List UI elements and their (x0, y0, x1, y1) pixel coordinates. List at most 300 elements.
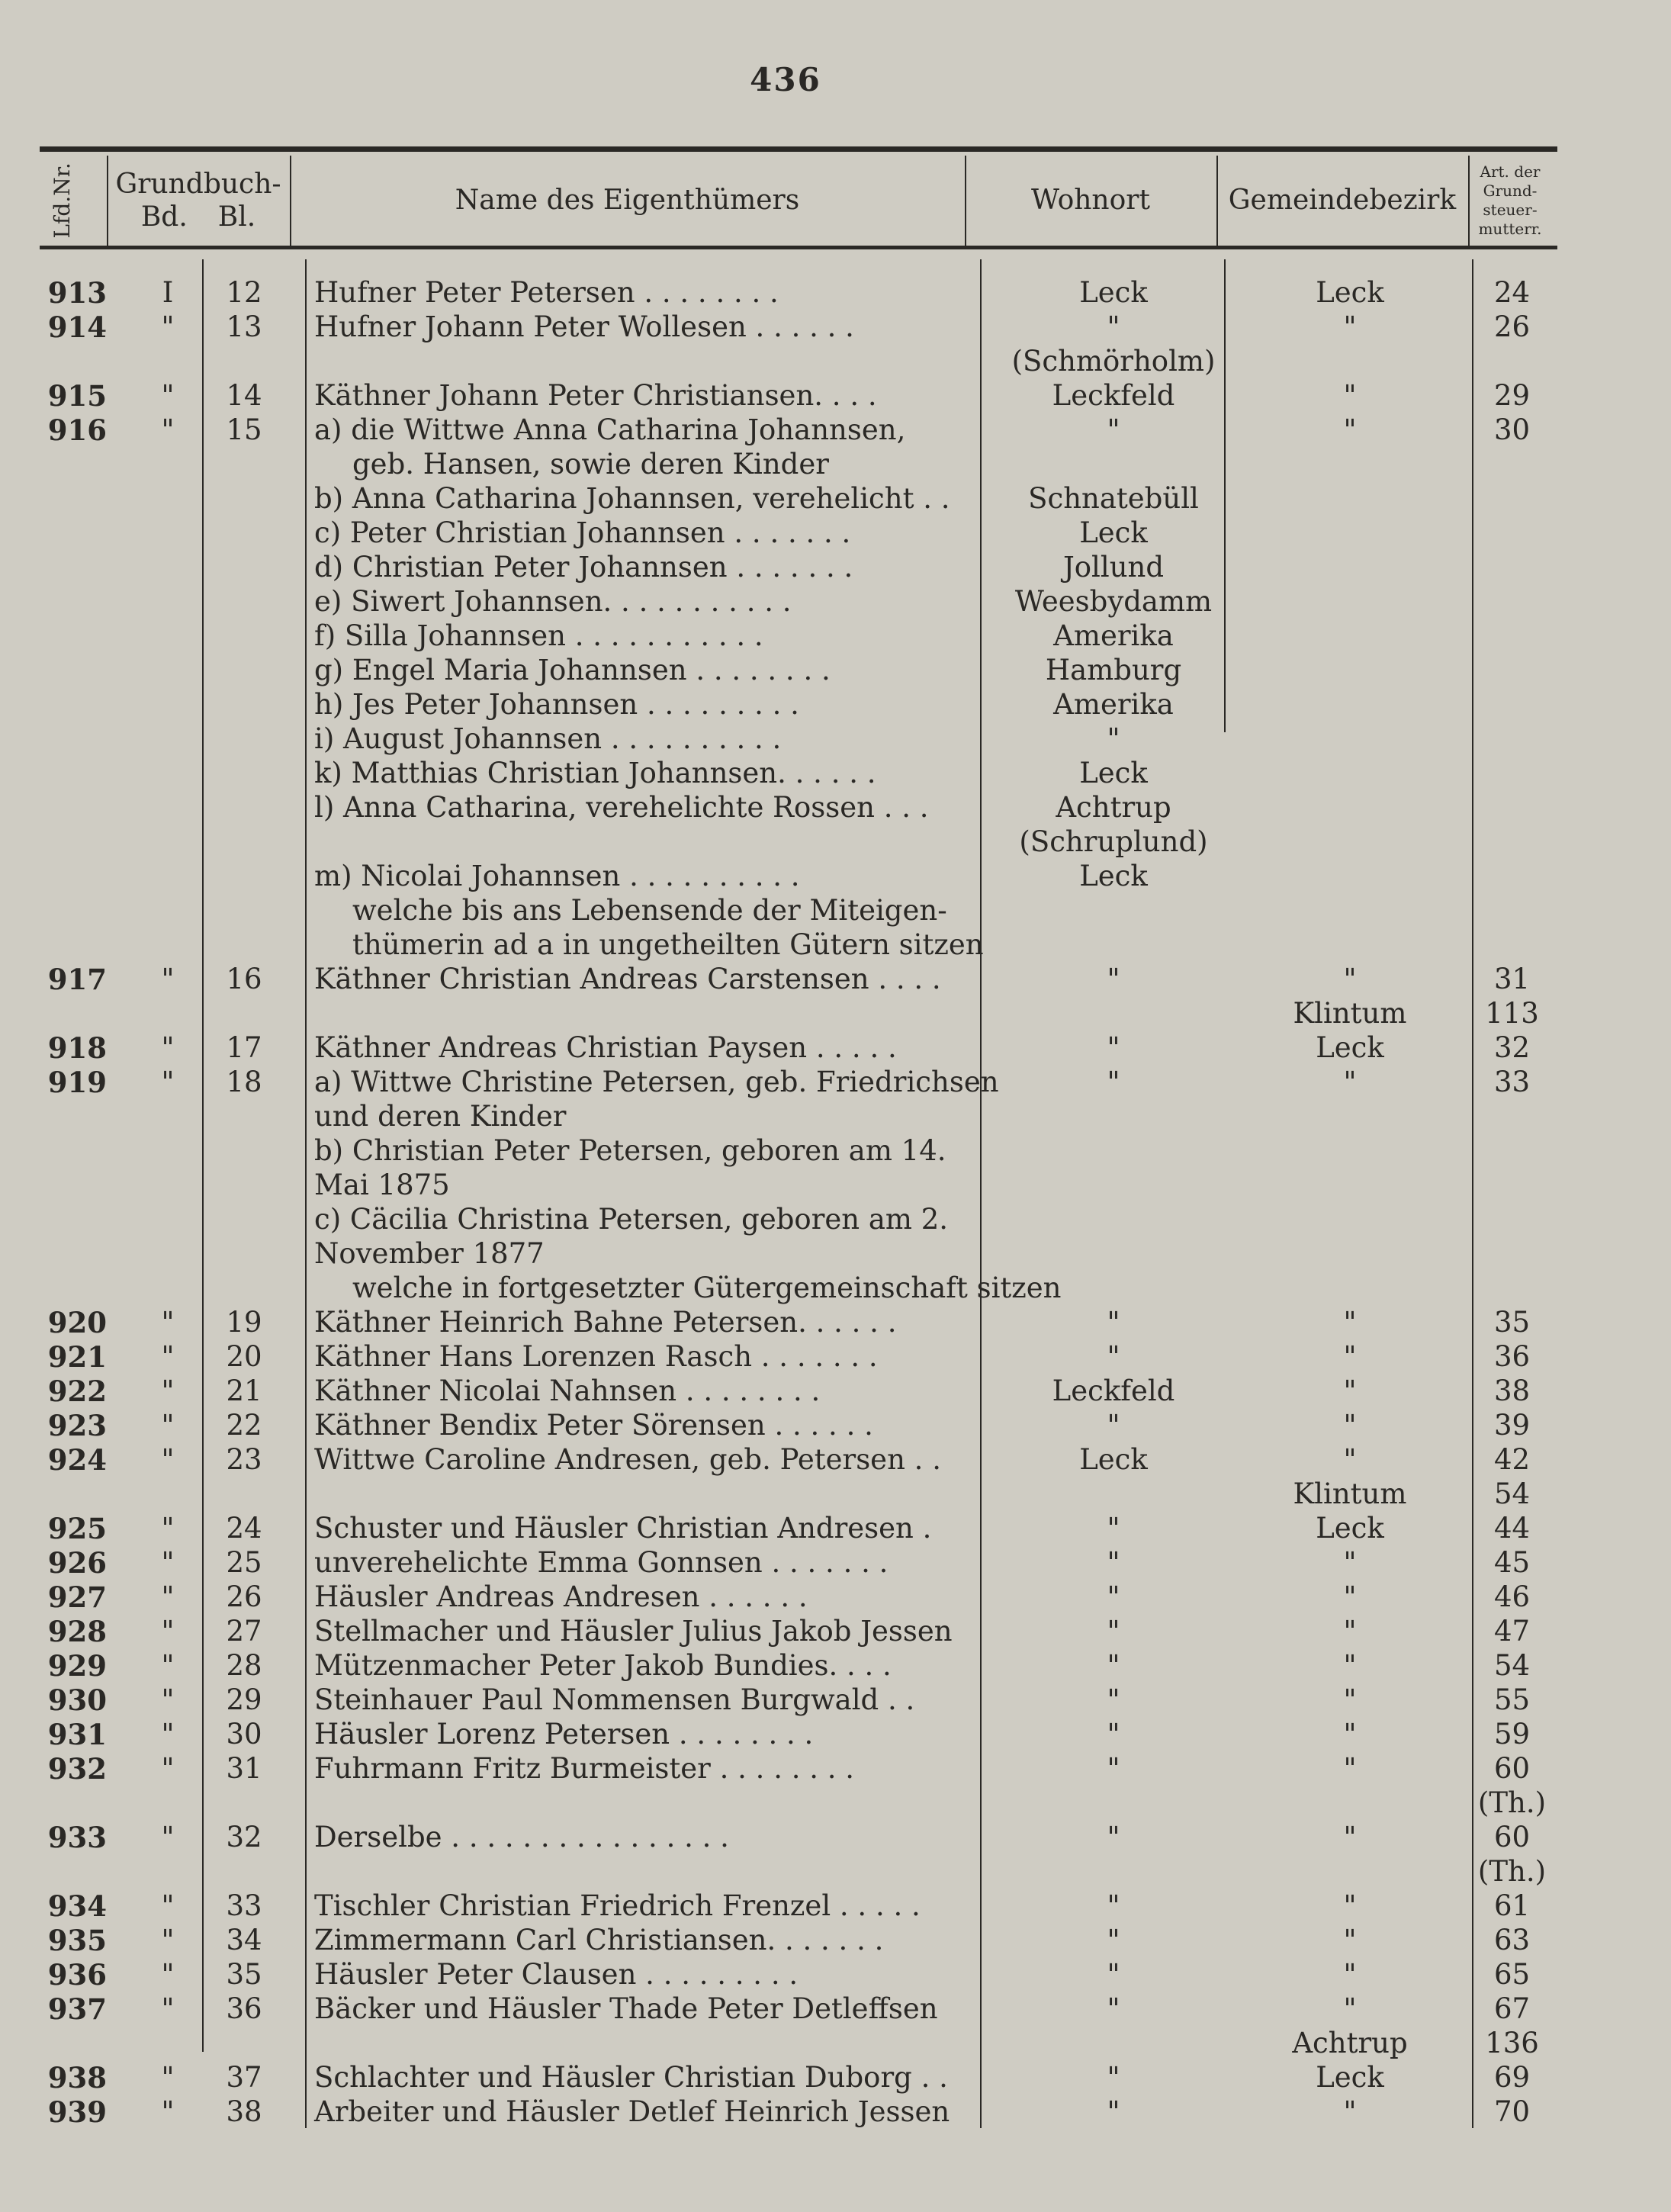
entry-number: 920 (47, 1306, 107, 1339)
band: " (161, 379, 175, 412)
table-row (0, 1340, 1671, 1374)
wohnort: " (1107, 1718, 1120, 1751)
blatt: 20 (226, 1340, 262, 1373)
band: I (162, 276, 174, 309)
gemeindebezirk: " (1343, 1889, 1357, 1922)
entry-number: 936 (47, 1958, 107, 1992)
mutterrolle-article: 70 (1493, 2095, 1531, 2128)
mutterrolle-article: 31 (1493, 963, 1531, 995)
gemeindebezirk: " (1343, 2095, 1357, 2128)
gemeindebezirk: " (1343, 1066, 1357, 1098)
table-row (0, 1066, 1671, 1099)
table-row (0, 1546, 1671, 1580)
wohnort: " (1107, 2095, 1120, 2128)
table-row (0, 963, 1671, 996)
wohnort: " (1107, 1546, 1120, 1579)
wohnort: " (1107, 1821, 1120, 1854)
owner-name: c) Peter Christian Johannsen . . . . . . . (314, 516, 851, 549)
table-row (0, 1169, 1671, 1202)
table-row (0, 757, 1671, 790)
table-row (0, 1306, 1671, 1339)
band: " (161, 413, 175, 446)
table-row (0, 654, 1671, 687)
wohnort: (Schruplund) (1019, 825, 1208, 858)
entry-number: 915 (47, 379, 107, 413)
gemeindebezirk: Leck (1316, 2061, 1384, 2094)
table-row (0, 1031, 1671, 1065)
table-row (0, 2027, 1671, 2060)
owner-name: b) Christian Peter Petersen, geboren am 14. (314, 1134, 946, 1167)
wohnort: Hamburg (1045, 654, 1182, 686)
owner-name: und deren Kinder (314, 1100, 567, 1133)
gemeindebezirk: " (1343, 1306, 1357, 1339)
table-row (0, 1100, 1671, 1133)
blatt: 30 (226, 1718, 262, 1751)
entry-number: 935 (47, 1924, 107, 1957)
gemeindebezirk: " (1343, 1546, 1357, 1579)
owner-name: Zimmermann Carl Christiansen. . . . . . . (314, 1924, 884, 1956)
entry-number: 921 (47, 1340, 107, 1374)
table-row (0, 379, 1671, 413)
mutterrolle-article: 32 (1493, 1031, 1531, 1064)
gemeindebezirk: " (1343, 310, 1357, 343)
entry-number: 931 (47, 1718, 107, 1751)
band: " (161, 1374, 175, 1407)
mutterrolle-article: 42 (1493, 1443, 1531, 1476)
entry-number: 928 (47, 1615, 107, 1648)
owner-name: Hufner Johann Peter Wollesen . . . . . . (314, 310, 854, 343)
gemeindebezirk: Leck (1316, 1512, 1384, 1545)
mutterrolle-article: 60 (1493, 1821, 1531, 1854)
band: " (161, 1752, 175, 1785)
owner-name: Fuhrmann Fritz Burmeister . . . . . . . . (314, 1752, 855, 1785)
mutterrolle-article: 47 (1493, 1615, 1531, 1648)
entry-number: 925 (47, 1512, 107, 1545)
gemeindebezirk: " (1343, 1683, 1357, 1716)
owner-name: November 1877 (314, 1237, 545, 1270)
mutterrolle-article: 29 (1493, 379, 1531, 412)
mutterrolle-article: 59 (1493, 1718, 1531, 1751)
owner-name: m) Nicolai Johannsen . . . . . . . . . . (314, 860, 800, 892)
blatt: 12 (226, 276, 262, 309)
wohnort: Schnatebüll (1028, 482, 1199, 515)
table-row (0, 722, 1671, 756)
wohnort: " (1107, 1889, 1120, 1922)
wohnort: Amerika (1053, 619, 1174, 652)
mutterrolle-article: 67 (1493, 1992, 1531, 2025)
owner-name: Steinhauer Paul Nommensen Burgwald . . (314, 1683, 915, 1716)
band: " (161, 963, 175, 995)
gemeindebezirk: " (1343, 1752, 1357, 1785)
wohnort: Leckfeld (1052, 1374, 1175, 1407)
wohnort: " (1107, 963, 1120, 995)
band: " (161, 1546, 175, 1579)
header-bd: Bd. (140, 201, 188, 233)
blatt: 25 (226, 1546, 262, 1579)
band: " (161, 1306, 175, 1339)
header-mutterrolle: Art. der Grund-steuer-mutterr. (1478, 162, 1542, 238)
table-row (0, 1615, 1671, 1648)
band: " (161, 1443, 175, 1476)
mutterrolle-article: 69 (1493, 2061, 1531, 2094)
mutterrolle-article: 35 (1493, 1306, 1531, 1339)
mutterrolle-article: 136 (1485, 2027, 1539, 2059)
table-row (0, 1272, 1671, 1305)
band: " (161, 1340, 175, 1373)
band: " (161, 1580, 175, 1613)
gemeindebezirk: " (1343, 1443, 1357, 1476)
mutterrolle-article: 45 (1493, 1546, 1531, 1579)
table-row (0, 688, 1671, 722)
gemeindebezirk: Leck (1316, 1031, 1384, 1064)
mutterrolle-article: 63 (1493, 1924, 1531, 1956)
mutterrolle-article: 65 (1493, 1958, 1531, 1991)
owner-name: l) Anna Catharina, verehelichte Rossen . . . (314, 791, 929, 824)
entry-number: 919 (47, 1066, 107, 1099)
blatt: 37 (226, 2061, 262, 2094)
wohnort: " (1107, 1031, 1120, 1064)
gemeindebezirk: " (1343, 1615, 1357, 1648)
table-row (0, 1374, 1671, 1408)
table-row (0, 894, 1671, 928)
wohnort: " (1107, 722, 1120, 755)
band: " (161, 1889, 175, 1922)
table-row (0, 825, 1671, 859)
mutterrolle-article: (Th.) (1477, 1855, 1547, 1888)
table-row (0, 585, 1671, 619)
owner-name: unverehelichte Emma Gonnsen . . . . . . . (314, 1546, 889, 1579)
wohnort: Leck (1079, 757, 1148, 789)
band: " (161, 1615, 175, 1648)
table-row (0, 1752, 1671, 1786)
wohnort: Leck (1079, 860, 1148, 892)
owner-name: Käthner Hans Lorenzen Rasch . . . . . . . (314, 1340, 878, 1373)
owner-name: Stellmacher und Häusler Julius Jakob Jessen (314, 1615, 953, 1648)
wohnort: Amerika (1053, 688, 1174, 721)
header-top-rule (40, 146, 1557, 152)
wohnort: " (1107, 413, 1120, 446)
wohnort: " (1107, 2061, 1120, 2094)
mutterrolle-article: 113 (1485, 997, 1539, 1030)
owner-name: c) Cäcilia Christina Petersen, geboren am 2. (314, 1203, 949, 1236)
page-number: 436 (750, 61, 821, 98)
band: " (161, 310, 175, 343)
table-row (0, 310, 1671, 344)
owner-name: b) Anna Catharina Johannsen, verehelicht . . (314, 482, 950, 515)
wohnort: " (1107, 1340, 1120, 1373)
wohnort: (Schmörholm) (1011, 345, 1216, 378)
owner-name: Häusler Lorenz Petersen . . . . . . . . (314, 1718, 814, 1751)
table-row (0, 448, 1671, 481)
table-row (0, 551, 1671, 584)
band: " (161, 1683, 175, 1716)
blatt: 33 (226, 1889, 262, 1922)
band: " (161, 1958, 175, 1991)
wohnort: " (1107, 1958, 1120, 1991)
table-row (0, 1821, 1671, 1854)
mutterrolle-article: 38 (1493, 1374, 1531, 1407)
owner-name: Käthner Nicolai Nahnsen . . . . . . . . (314, 1374, 821, 1407)
table-row (0, 928, 1671, 962)
band: " (161, 1512, 175, 1545)
table-row (0, 1924, 1671, 1957)
band: " (161, 1066, 175, 1098)
band: " (161, 1031, 175, 1064)
owner-name: geb. Hansen, sowie deren Kinder (352, 448, 829, 481)
wohnort: Leck (1079, 1443, 1148, 1476)
entry-number: 913 (47, 276, 107, 310)
band: " (161, 1821, 175, 1854)
mutterrolle-article: 55 (1493, 1683, 1531, 1716)
mutterrolle-article: 61 (1493, 1889, 1531, 1922)
table-row (0, 1889, 1671, 1923)
table-row (0, 791, 1671, 825)
gemeindebezirk: Leck (1316, 276, 1384, 309)
band: " (161, 2095, 175, 2128)
blatt: 18 (226, 1066, 262, 1098)
header-divider (107, 156, 108, 246)
table-row (0, 482, 1671, 516)
owner-name: e) Siwert Johannsen. . . . . . . . . . . (314, 585, 792, 618)
table-row (0, 1477, 1671, 1511)
header-divider (1468, 156, 1470, 246)
mutterrolle-article: 36 (1493, 1340, 1531, 1373)
mutterrolle-article: 30 (1493, 413, 1531, 446)
blatt: 19 (226, 1306, 262, 1339)
owner-name: a) die Wittwe Anna Catharina Johannsen, (314, 413, 906, 446)
gemeindebezirk: " (1343, 1958, 1357, 1991)
entry-number: 923 (47, 1409, 107, 1442)
wohnort: Leckfeld (1052, 379, 1175, 412)
owner-name: Häusler Andreas Andresen . . . . . . (314, 1580, 808, 1613)
table-row (0, 619, 1671, 653)
wohnort: " (1107, 1649, 1120, 1682)
wohnort: " (1107, 310, 1120, 343)
header-divider (1216, 156, 1218, 246)
wohnort: " (1107, 1615, 1120, 1648)
gemeindebezirk: Klintum (1293, 1477, 1407, 1510)
table-row (0, 1203, 1671, 1236)
gemeindebezirk: " (1343, 1992, 1357, 2025)
entry-number: 937 (47, 1992, 107, 2026)
mutterrolle-article: 24 (1493, 276, 1531, 309)
header-lfd-nr: Lfd.Nr. (50, 162, 76, 239)
gemeindebezirk: Achtrup (1292, 2027, 1408, 2059)
blatt: 29 (226, 1683, 262, 1716)
entry-number: 939 (47, 2095, 107, 2129)
table-row (0, 1409, 1671, 1442)
entry-number: 918 (47, 1031, 107, 1065)
blatt: 35 (226, 1958, 262, 1991)
table-row (0, 1718, 1671, 1751)
band: " (161, 1992, 175, 2025)
owner-name: Arbeiter und Häusler Detlef Heinrich Jessen (314, 2095, 950, 2128)
header-divider (290, 156, 291, 246)
band: " (161, 2061, 175, 2094)
blatt: 36 (226, 1992, 262, 2025)
mutterrolle-article: 60 (1493, 1752, 1531, 1785)
owner-name: k) Matthias Christian Johannsen. . . . . . (314, 757, 876, 789)
blatt: 14 (226, 379, 262, 412)
blatt: 26 (226, 1580, 262, 1613)
owner-name: Häusler Peter Clausen . . . . . . . . . (314, 1958, 799, 1991)
owner-name: welche in fortgesetzter Gütergemeinschaft sitzen (352, 1272, 1062, 1304)
header-wohnort: Wohnort (1031, 185, 1150, 217)
table-row (0, 516, 1671, 550)
header-lfd-cell (40, 156, 85, 246)
band: " (161, 1924, 175, 1956)
blatt: 17 (226, 1031, 262, 1064)
table-row (0, 1512, 1671, 1545)
table-row (0, 2061, 1671, 2095)
mutterrolle-article: 46 (1493, 1580, 1531, 1613)
owner-name: thümerin ad a in ungetheilten Gütern sitzen (352, 928, 984, 961)
header-name: Name des Eigenthümers (455, 185, 800, 217)
wohnort: " (1107, 1409, 1120, 1442)
mutterrolle-article: 33 (1493, 1066, 1531, 1098)
owner-name: Bäcker und Häusler Thade Peter Detleffsen (314, 1992, 938, 2025)
header-grundbuch-cell (107, 156, 290, 246)
blatt: 24 (226, 1512, 262, 1545)
gemeindebezirk: " (1343, 1580, 1357, 1613)
owner-name: Käthner Johann Peter Christiansen. . . . (314, 379, 877, 412)
gemeindebezirk: " (1343, 1821, 1357, 1854)
gemeindebezirk: " (1343, 1340, 1357, 1373)
owner-name: h) Jes Peter Johannsen . . . . . . . . . (314, 688, 799, 721)
owner-name: i) August Johannsen . . . . . . . . . . (314, 722, 782, 755)
table-row (0, 345, 1671, 378)
gemeindebezirk: Klintum (1293, 997, 1407, 1030)
blatt: 27 (226, 1615, 262, 1648)
owner-name: Schuster und Häusler Christian Andresen . (314, 1512, 932, 1545)
owner-name: Tischler Christian Friedrich Frenzel . . . . . (314, 1889, 921, 1922)
owner-name: Derselbe . . . . . . . . . . . . . . . . (314, 1821, 729, 1854)
owner-name: Käthner Andreas Christian Paysen . . . . . (314, 1031, 897, 1064)
band: " (161, 1649, 175, 1682)
blatt: 21 (226, 1374, 262, 1407)
owner-name: f) Silla Johannsen . . . . . . . . . . . (314, 619, 763, 652)
entry-number: 930 (47, 1683, 107, 1717)
entry-number: 917 (47, 963, 107, 996)
table-row (0, 1683, 1671, 1717)
owner-name: Schlachter und Häusler Christian Duborg . . (314, 2061, 948, 2094)
wohnort: Jollund (1062, 551, 1165, 584)
table-row (0, 860, 1671, 893)
blatt: 22 (226, 1409, 262, 1442)
table-row (0, 1855, 1671, 1889)
header-grundbuch: Grundbuch- (115, 168, 281, 200)
wohnort: " (1107, 1066, 1120, 1098)
owner-name: welche bis ans Lebensende der Miteigen- (352, 894, 947, 927)
mutterrolle-article: (Th.) (1477, 1786, 1547, 1819)
blatt: 23 (226, 1443, 262, 1476)
table-row (0, 1649, 1671, 1683)
entry-number: 924 (47, 1443, 107, 1477)
gemeindebezirk: " (1343, 1374, 1357, 1407)
owner-name: a) Wittwe Christine Petersen, geb. Friedrichsen (314, 1066, 999, 1098)
table-row (0, 2095, 1671, 2129)
band: " (161, 1718, 175, 1751)
gemeindebezirk: " (1343, 379, 1357, 412)
wohnort: Leck (1079, 276, 1148, 309)
table-row (0, 997, 1671, 1030)
table-row (0, 276, 1671, 310)
mutterrolle-article: 54 (1493, 1649, 1531, 1682)
header-bottom-rule (40, 246, 1557, 249)
header-gemeindebezirk: Gemeindebezirk (1228, 185, 1457, 217)
table-row (0, 1237, 1671, 1271)
owner-name: g) Engel Maria Johannsen . . . . . . . . (314, 654, 831, 686)
header-divider (965, 156, 966, 246)
wohnort: " (1107, 1992, 1120, 2025)
owner-name: Käthner Bendix Peter Sörensen . . . . . . (314, 1409, 873, 1442)
entry-number: 926 (47, 1546, 107, 1580)
gemeindebezirk: " (1343, 1718, 1357, 1751)
owner-name: d) Christian Peter Johannsen . . . . . . . (314, 551, 853, 584)
entry-number: 929 (47, 1649, 107, 1683)
wohnort: " (1107, 1752, 1120, 1785)
entry-number: 922 (47, 1374, 107, 1408)
wohnort: Leck (1079, 516, 1148, 549)
table-row (0, 413, 1671, 447)
blatt: 15 (226, 413, 262, 446)
blatt: 31 (226, 1752, 262, 1785)
entry-number: 927 (47, 1580, 107, 1614)
owner-name: Hufner Peter Petersen . . . . . . . . (314, 276, 779, 309)
owner-name: Mai 1875 (314, 1169, 450, 1201)
owner-name: Käthner Christian Andreas Carstensen . . . . (314, 963, 941, 995)
blatt: 13 (226, 310, 262, 343)
entry-number: 914 (47, 310, 107, 344)
table-row (0, 1786, 1671, 1820)
entry-number: 933 (47, 1821, 107, 1854)
gemeindebezirk: " (1343, 963, 1357, 995)
owner-name: Wittwe Caroline Andresen, geb. Petersen . . (314, 1443, 941, 1476)
blatt: 34 (226, 1924, 262, 1956)
owner-name: Mützenmacher Peter Jakob Bundies. . . . (314, 1649, 892, 1682)
wohnort: Achtrup (1056, 791, 1171, 824)
gemeindebezirk: " (1343, 413, 1357, 446)
band: " (161, 1409, 175, 1442)
mutterrolle-article: 39 (1493, 1409, 1531, 1442)
mutterrolle-article: 26 (1493, 310, 1531, 343)
table-row (0, 1992, 1671, 2026)
wohnort: " (1107, 1306, 1120, 1339)
entry-number: 916 (47, 413, 107, 447)
table-row (0, 1134, 1671, 1168)
gemeindebezirk: " (1343, 1409, 1357, 1442)
table-row (0, 1958, 1671, 1992)
entry-number: 938 (47, 2061, 107, 2095)
gemeindebezirk: " (1343, 1924, 1357, 1956)
wohnort: Weesbydamm (1014, 585, 1213, 618)
blatt: 38 (226, 2095, 262, 2128)
wohnort: " (1107, 1512, 1120, 1545)
wohnort: " (1107, 1683, 1120, 1716)
mutterrolle-article: 44 (1493, 1512, 1531, 1545)
owner-name: Käthner Heinrich Bahne Petersen. . . . . . (314, 1306, 897, 1339)
entry-number: 934 (47, 1889, 107, 1923)
mutterrolle-article: 54 (1493, 1477, 1531, 1510)
header-bl: Bl. (217, 201, 256, 233)
table-row (0, 1443, 1671, 1477)
wohnort: " (1107, 1580, 1120, 1613)
gemeindebezirk: " (1343, 1649, 1357, 1682)
blatt: 28 (226, 1649, 262, 1682)
entry-number: 932 (47, 1752, 107, 1786)
blatt: 16 (226, 963, 262, 995)
table-row (0, 1580, 1671, 1614)
